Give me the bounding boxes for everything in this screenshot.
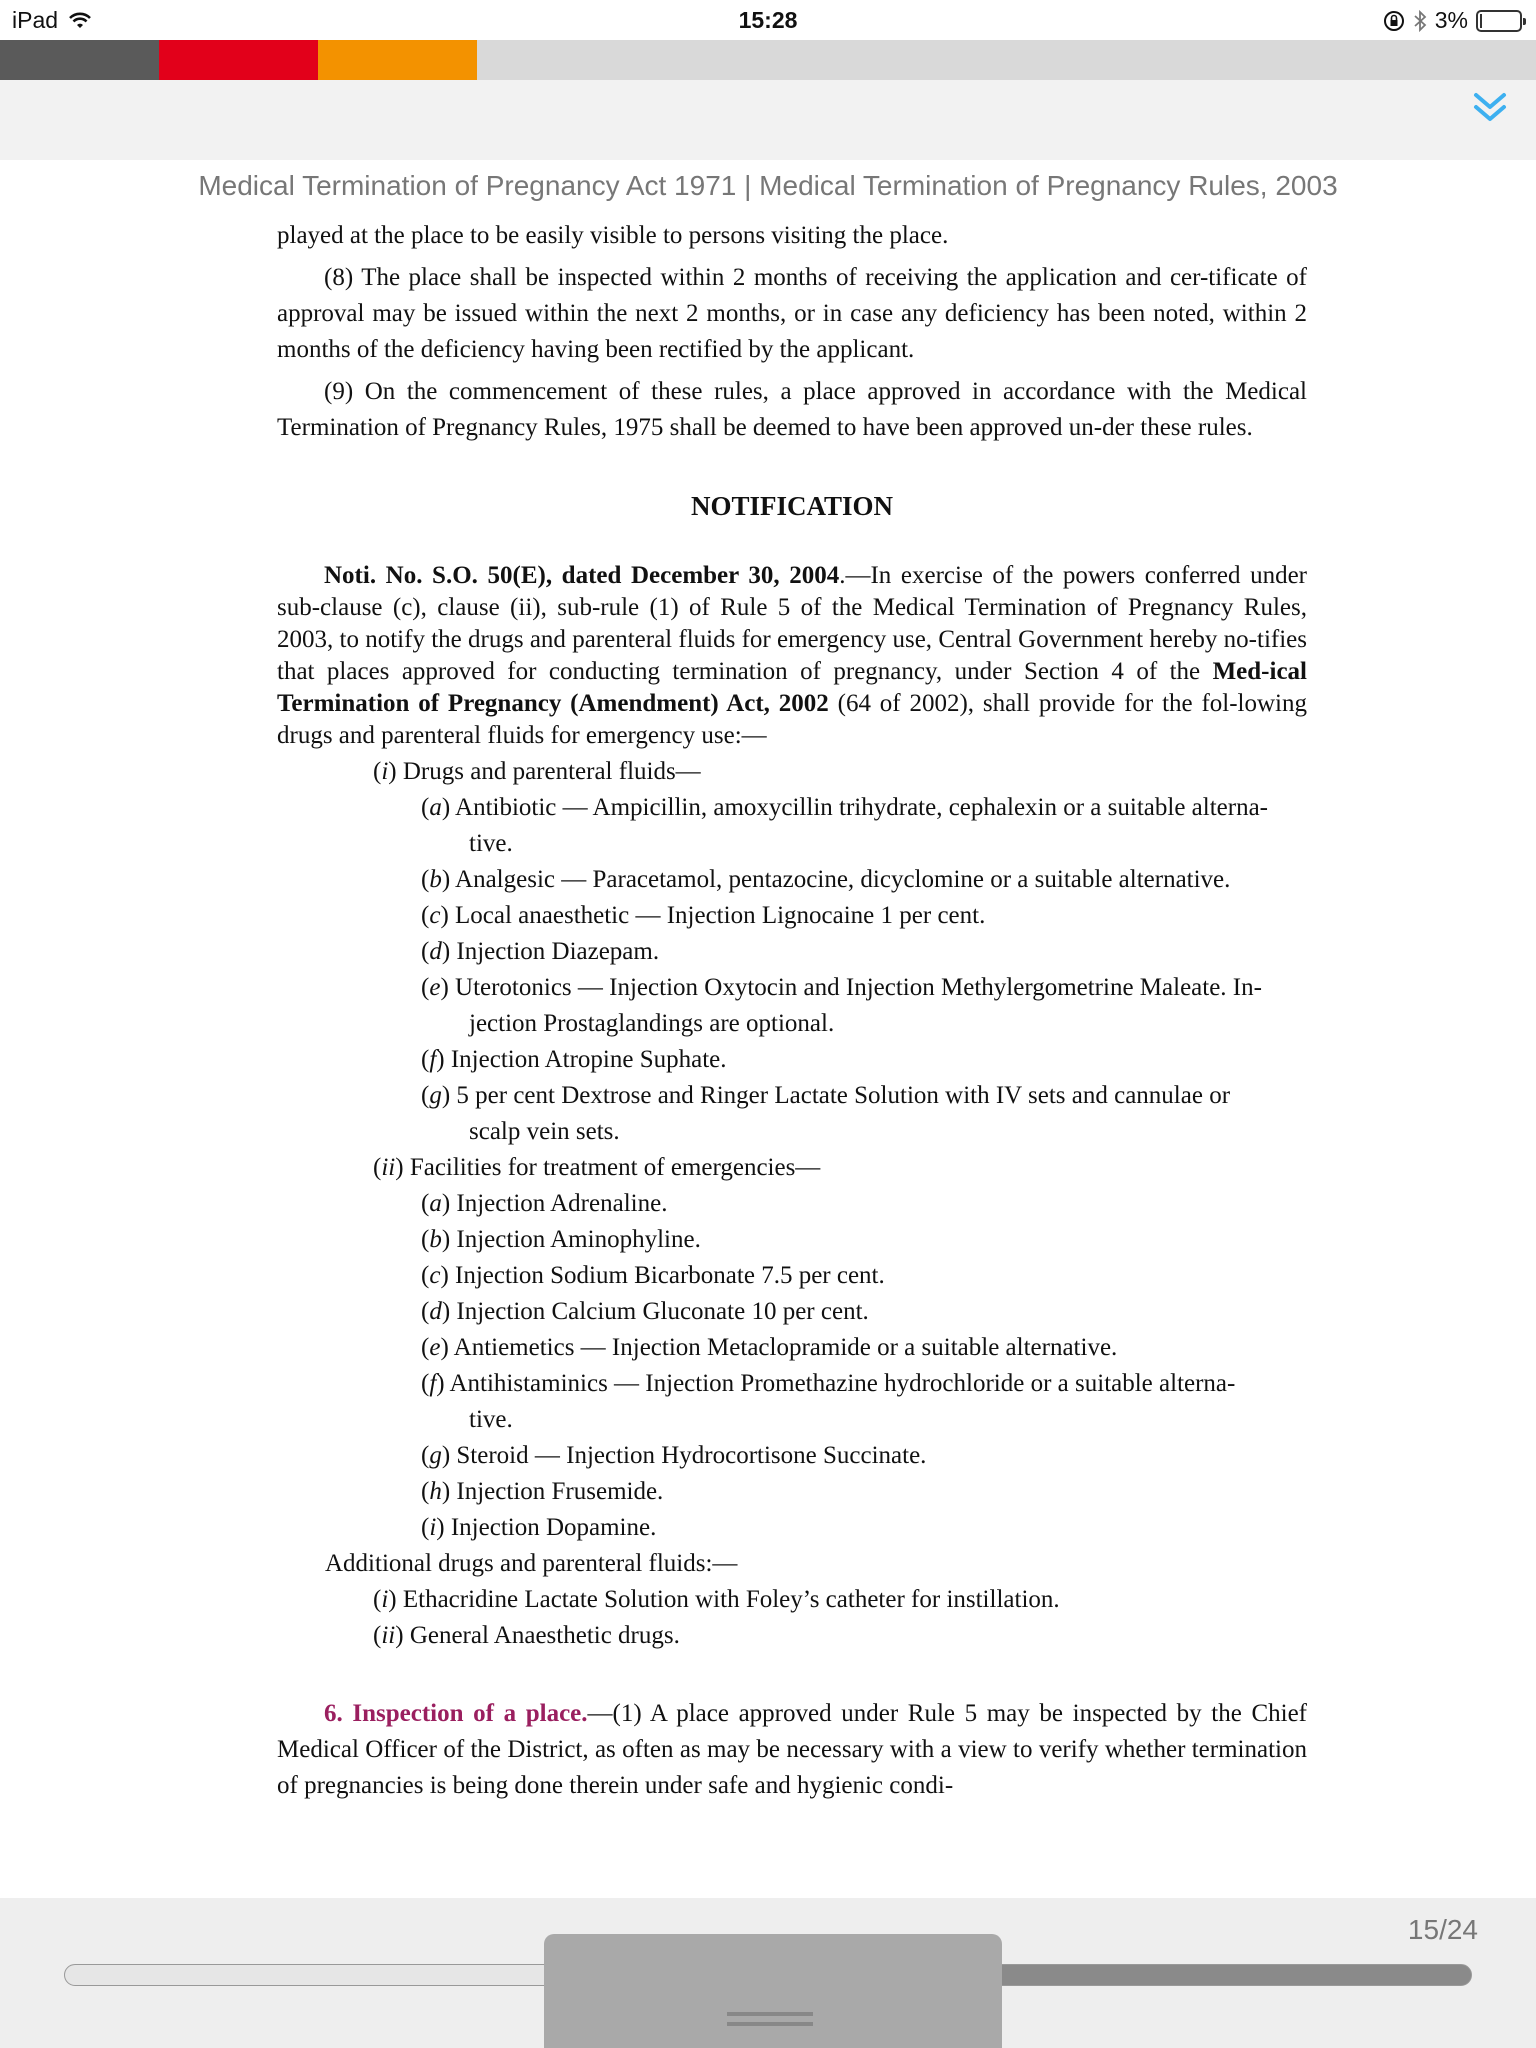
list-item-marker: ii — [381, 1622, 396, 1649]
list-item: (a) Antibiotic — Ampicillin, amoxycillin trihydrate, cephalexin or a suitable alterna- tive. — [277, 790, 1307, 862]
notification-text: .—In exercise of the powers conferred under sub-clause (c), clause (ii), sub-rule (1) of Rule 5 of the Medical Termination of Pregnancy Rules, 2003, to notify the drugs and parenteral fluids for emergency use, Central Government hereby no-tifies that places approved for conducting termination of pregnancy, under Section 4 of the — [277, 562, 1307, 685]
notification-heading: NOTIFICATION — [690, 491, 894, 521]
list-item: (f) Antihistaminics — Injection Promethazine hydrochloride or a suitable alterna- tive. — [277, 1366, 1307, 1438]
list-item: (i) Ethacridine Lactate Solution with Foley’s catheter for instillation. — [373, 1586, 1060, 1613]
paragraph-9: (9) On the commencement of these rules, a place approved in accordance with the Medical Termination of Pregnancy Rules, 1975 shall be deemed to have been approved un-der these rules. — [277, 378, 1307, 441]
list-item-marker: g — [429, 1082, 442, 1109]
list-item-text: Steroid — Injection Hydrocortisone Succinate. — [450, 1442, 927, 1469]
list-item-text: Injection Frusemide. — [450, 1478, 664, 1505]
orientation-lock-icon — [1383, 10, 1405, 32]
list-item: (b) Analgesic — Paracetamol, pentazocine, dicyclomine or a suitable alternative. — [421, 866, 1231, 893]
reader-toolbar — [0, 80, 1536, 160]
list-item-continuation: jection Prostaglandings are optional. — [469, 1010, 835, 1037]
device-name: iPad — [12, 7, 59, 33]
clock: 15:28 — [738, 7, 798, 33]
list-item-marker: d — [429, 1298, 442, 1325]
list-item-marker: h — [429, 1478, 442, 1505]
list-item-text: Local anaesthetic — Injection Lignocaine 1 per cent. — [448, 902, 986, 929]
paragraph-8: (8) The place shall be inspected within 2 months of receiving the application and cer-tificate of approval may be issued within the next 2 months, or in case any deficiency has been noted, within 2 months of the deficiency having been rectified by the applicant. — [277, 264, 1307, 363]
list-item-marker: i — [429, 1514, 437, 1541]
list-item: (c) Local anaesthetic — Injection Lignocaine 1 per cent. — [421, 902, 986, 929]
list-group-items — [277, 1186, 1307, 1546]
page-counter: 15/24 — [1407, 1914, 1478, 1945]
list-item-text: Antiemetics — Injection Metaclopramide or a suitable alternative. — [448, 1334, 1118, 1361]
tab-red[interactable] — [159, 40, 318, 80]
list-group-heading: (i) Drugs and parenteral fluids— — [373, 758, 701, 785]
notification-text-end: (64 of 2002), shall provide for the fol-lowing drugs and parenteral fluids for emergency use:— — [277, 690, 1308, 749]
list-item-continuation: tive. — [469, 1406, 513, 1433]
notification-number: Noti. No. S.O. 50(E), dated December 30, 2004 — [324, 562, 840, 589]
list-item-text: Antihistaminics — Injection Promethazine hydrochloride or a suitable alterna- — [444, 1370, 1236, 1397]
list-item-marker: i — [381, 1586, 389, 1613]
list-item-marker: b — [429, 866, 442, 893]
tab-orange[interactable] — [318, 40, 477, 80]
page-running-header: Medical Termination of Pregnancy Act 1971 | Medical Termination of Pregnancy Rules, 2003 — [198, 170, 1338, 201]
list-item: (e) Uterotonics — Injection Oxytocin and Injection Methylergometrine Maleate. In- jection Prostaglandings are optional. — [277, 970, 1307, 1042]
list-item: (c) Injection Sodium Bicarbonate 7.5 per cent. — [421, 1262, 885, 1289]
list-item-marker: f — [429, 1046, 437, 1073]
list-item-marker: e — [429, 974, 441, 1001]
drug-list — [277, 754, 1307, 1654]
list-item-text: Injection Sodium Bicarbonate 7.5 per cent. — [448, 1262, 885, 1289]
grip-icon — [727, 2012, 813, 2016]
additional-items — [277, 1582, 1307, 1654]
list-item: (f) Injection Atropine Suphate. — [421, 1046, 727, 1073]
list-item-marker: c — [429, 902, 441, 929]
rule-6-paragraph — [277, 1696, 1307, 1804]
notification-paragraph — [277, 560, 1307, 752]
list-item-continuation: scalp vein sets. — [469, 1118, 620, 1145]
list-item-text: Ethacridine Lactate Solution with Foley’s catheter for instillation. — [396, 1586, 1060, 1613]
list-item: (b) Injection Aminophyline. — [421, 1226, 701, 1253]
list-item-text: Injection Atropine Suphate. — [444, 1046, 727, 1073]
list-item-marker: e — [429, 1334, 441, 1361]
act-reference: Med-ical Termination of Pregnancy (Amendment) Act, 2002 — [277, 658, 1307, 717]
rule-6-text: —(1) A place approved under Rule 5 may be inspected by the Chief Medical Officer of the District, as often as may be necessary with a view to verify whether termination of pregnancies is being done therein under safe and hygienic condi- — [277, 1700, 1308, 1799]
list-item: (a) Injection Adrenaline. — [421, 1190, 668, 1217]
color-tab-strip — [0, 40, 1536, 80]
list-item-text: Injection Aminophyline. — [450, 1226, 701, 1253]
list-group-items — [277, 790, 1307, 1150]
list-item: (d) Injection Calcium Gluconate 10 per cent. — [421, 1298, 869, 1325]
list-item-text: Analgesic — Paracetamol, pentazocine, dicyclomine or a suitable alternative. — [450, 866, 1231, 893]
list-item: (g) Steroid — Injection Hydrocortisone Succinate. — [421, 1442, 927, 1469]
list-item-marker: a — [429, 794, 442, 821]
document-page — [277, 218, 1307, 1804]
list-item: (d) Injection Diazepam. — [421, 938, 660, 965]
list-item-text: General Anaesthetic drugs. — [403, 1622, 680, 1649]
status-bar — [0, 0, 1536, 40]
list-item-marker: g — [429, 1442, 442, 1469]
list-item: (ii) General Anaesthetic drugs. — [373, 1622, 680, 1649]
battery-percent: 3% — [1434, 7, 1468, 33]
list-item-marker: d — [429, 938, 442, 965]
list-item-text: Uterotonics — Injection Oxytocin and Injection Methylergometrine Maleate. In- — [448, 974, 1262, 1001]
paragraph-continuation: played at the place to be easily visible to persons visiting the place. — [277, 222, 949, 249]
list-item-marker: f — [429, 1370, 437, 1397]
list-item: (i) Injection Dopamine. — [421, 1514, 657, 1541]
list-item: (g) 5 per cent Dextrose and Ringer Lactate Solution with IV sets and cannulae or scalp vein sets. — [277, 1078, 1307, 1150]
list-item-marker: a — [429, 1190, 442, 1217]
list-item-text: Injection Calcium Gluconate 10 per cent. — [450, 1298, 869, 1325]
battery-icon — [1476, 10, 1522, 32]
bluetooth-icon — [1413, 9, 1427, 33]
list-item-text: 5 per cent Dextrose and Ringer Lactate Solution with IV sets and cannulae or — [450, 1082, 1231, 1109]
drawer-handle[interactable] — [544, 1934, 1002, 2048]
list-item-text: Injection Diazepam. — [450, 938, 660, 965]
list-item: (h) Injection Frusemide. — [421, 1478, 664, 1505]
tab-dark[interactable] — [0, 40, 159, 80]
status-right — [1383, 7, 1522, 34]
list-item-text: Injection Adrenaline. — [450, 1190, 668, 1217]
list-item-text: Antibiotic — Ampicillin, amoxycillin trihydrate, cephalexin or a suitable alterna- — [450, 794, 1268, 821]
additional-heading: Additional drugs and parenteral fluids:— — [325, 1550, 738, 1577]
list-group-heading: (ii) Facilities for treatment of emergencies— — [373, 1154, 821, 1181]
chevron-double-down-icon[interactable] — [1470, 90, 1510, 126]
rule-6-heading: 6. Inspection of a place. — [324, 1700, 588, 1727]
list-item-marker: c — [429, 1262, 441, 1289]
list-item: (e) Antiemetics — Injection Metaclopramide or a suitable alternative. — [421, 1334, 1118, 1361]
list-item-text: Injection Dopamine. — [444, 1514, 657, 1541]
list-item-continuation: tive. — [469, 830, 513, 857]
list-item-marker: b — [429, 1226, 442, 1253]
